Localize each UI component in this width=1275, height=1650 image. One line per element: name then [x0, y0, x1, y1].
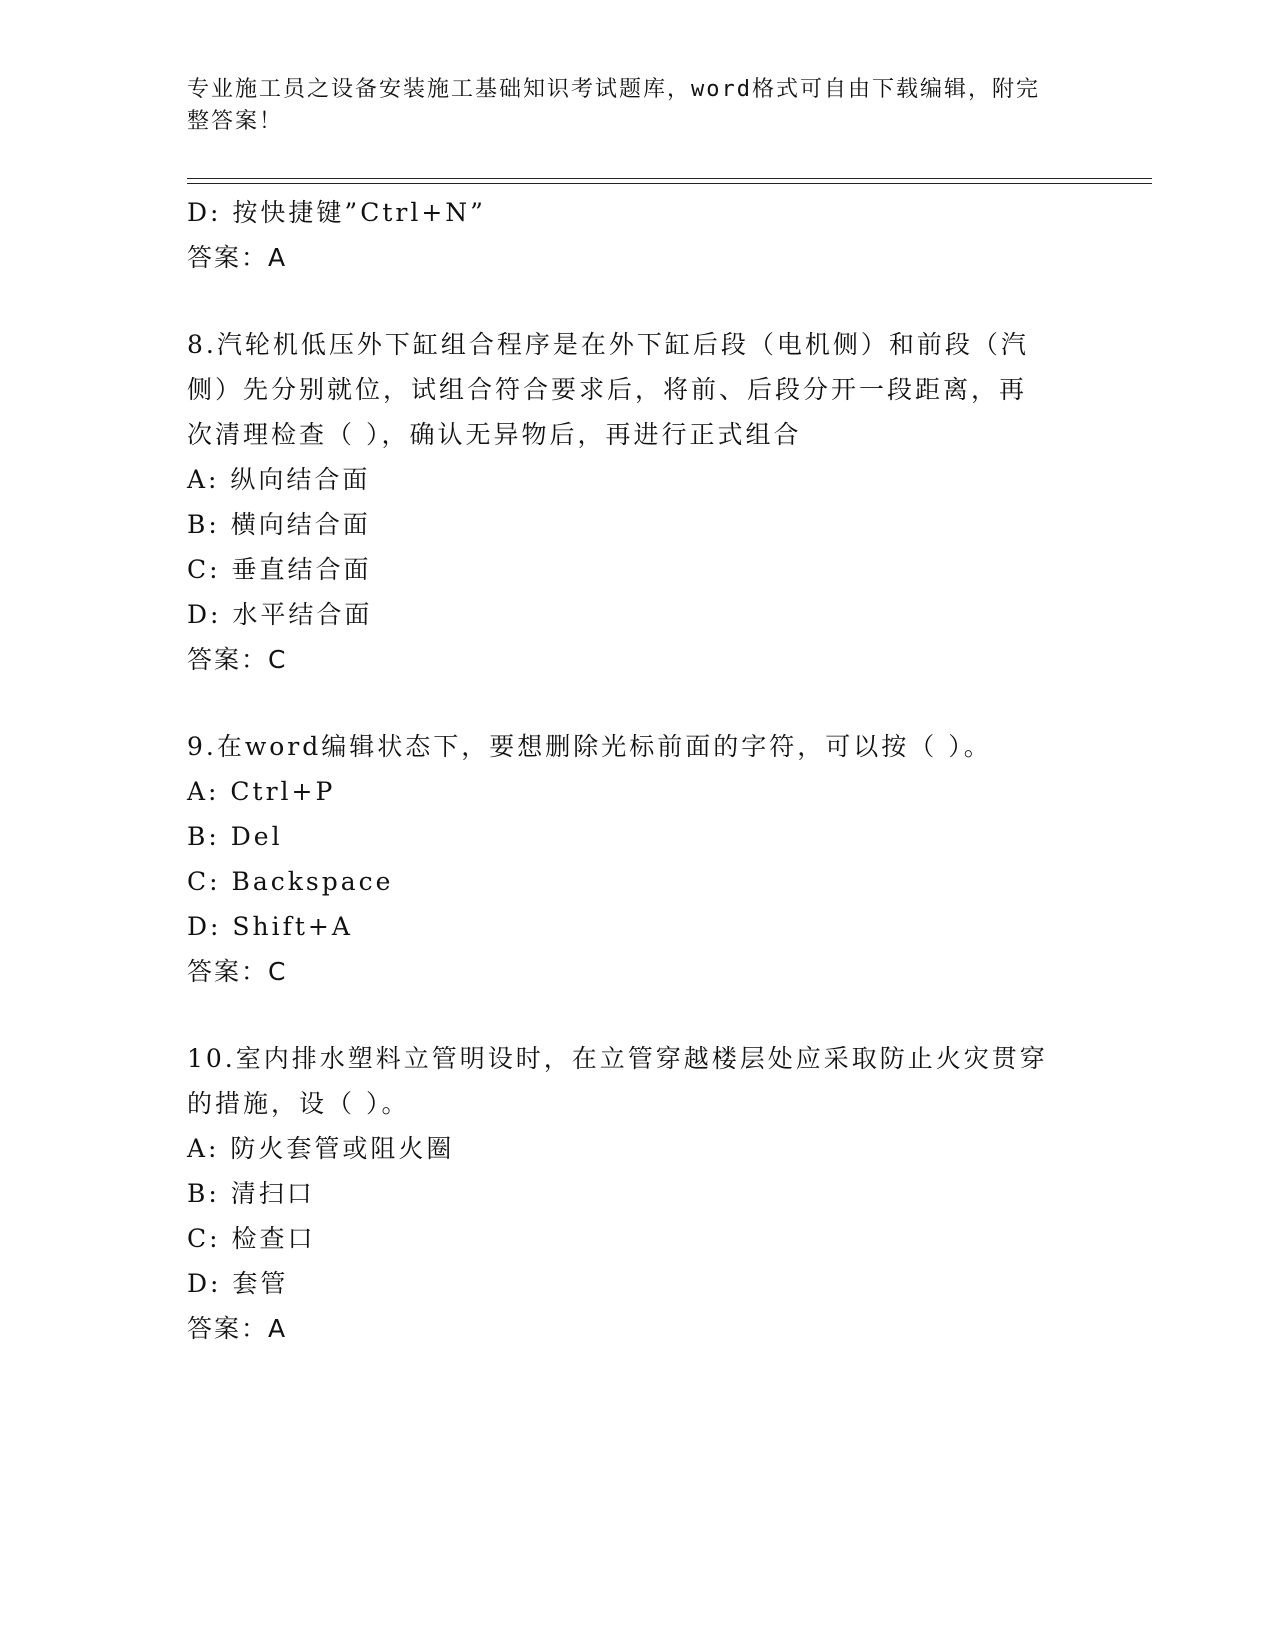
header-line-2: 整答案！	[187, 109, 284, 134]
option-d: D: 水平结合面	[187, 600, 373, 629]
question-text-line: 次清理检查（ ），确认无异物后，再进行正式组合	[187, 420, 802, 449]
header-line-1: 专业施工员之设备安装施工基础知识考试题库，word格式可自由下载编辑，附完	[187, 77, 1040, 102]
question-8	[187, 322, 1087, 682]
question-text-line: 的措施，设（ ）。	[187, 1089, 410, 1118]
question-text-line: 9.在word编辑状态下，要想删除光标前面的字符，可以按（ ）。	[187, 732, 992, 761]
header-divider-top	[187, 178, 1152, 179]
option-d: D: 按快捷键”Ctrl+N”	[187, 198, 486, 227]
option-a: A: 防火套管或阻火圈	[187, 1134, 455, 1163]
question-text-line: 侧）先分别就位，试组合符合要求后，将前、后段分开一段距离，再	[187, 375, 1028, 404]
option-a: A: 纵向结合面	[187, 465, 371, 494]
option-b: B: 横向结合面	[187, 510, 371, 539]
answer-line: 答案：A	[187, 243, 288, 272]
option-d: D: 套管	[187, 1269, 289, 1298]
answer-line: 答案：C	[187, 957, 288, 986]
option-c: C: 垂直结合面	[187, 555, 372, 584]
document-header	[187, 74, 1067, 138]
question-content	[187, 190, 1087, 1351]
option-c: C: Backspace	[187, 867, 394, 896]
option-a: A: Ctrl+P	[187, 777, 336, 806]
question-text-line: 10.室内排水塑料立管明设时，在立管穿越楼层处应采取防止火灾贯穿	[187, 1044, 1048, 1073]
option-b: B: 清扫口	[187, 1179, 315, 1208]
option-c: C: 检查口	[187, 1224, 316, 1253]
header-divider-bottom	[187, 183, 1152, 184]
question-10	[187, 1036, 1087, 1351]
option-b: B: Del	[187, 822, 283, 851]
question-9	[187, 724, 1087, 994]
option-d: D: Shift+A	[187, 912, 353, 941]
answer-line: 答案：A	[187, 1314, 288, 1343]
question-text-line: 8.汽轮机低压外下缸组合程序是在外下缸后段（电机侧）和前段（汽	[187, 330, 1029, 359]
answer-line: 答案：C	[187, 645, 288, 674]
